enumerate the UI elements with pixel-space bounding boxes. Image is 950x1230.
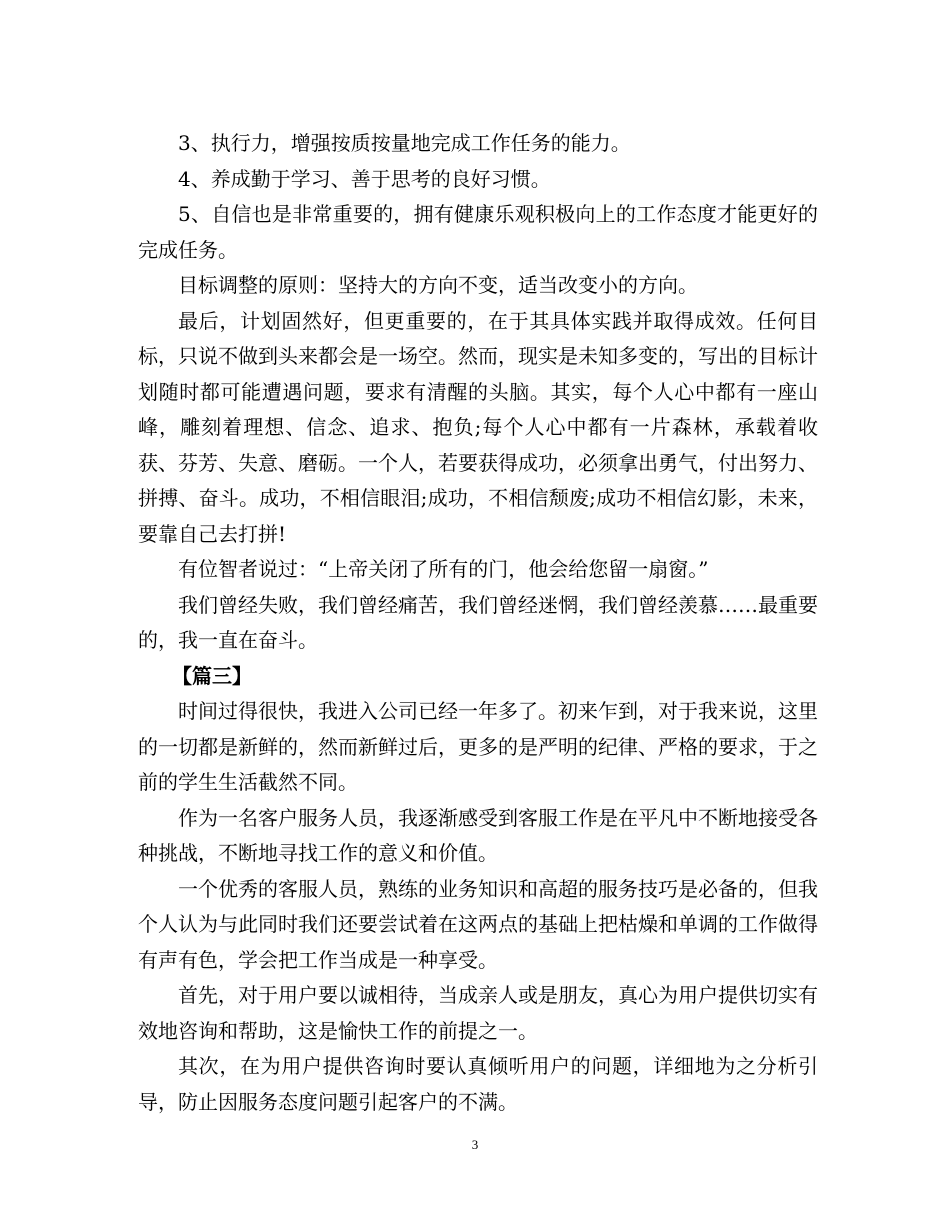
paragraph: 3、执行力，增强按质按量地完成工作任务的能力。 [178, 131, 631, 155]
page-number: 3 [471, 1137, 479, 1152]
paragraph: 其次，在为用户提供咨询时要认真倾听用户的问题，详细地为之分析引导，防止因服务态度问题引起客户的不满。 [138, 1054, 818, 1114]
paragraph: 有位智者说过：“上帝关闭了所有的门，他会给您留一扇窗。” [178, 557, 709, 581]
paragraph: 作为一名客户服务人员，我逐渐感受到客服工作是在平凡中不断地接受各种挑战，不断地寻找工作的意义和价值。 [138, 805, 818, 865]
paragraph: 最后，计划固然好，但更重要的，在于其具体实践并取得成效。任何目标，只说不做到头来都会是一场空。然而，现实是未知多变的，写出的目标计划随时都可能遭遇问题，要求有清醒的头脑。其实，每个人心中都有一座山峰，雕刻着理想、信念、追求、抱负;每个人心中都有一片森林，承载着收获、芬芳、失意、磨砺。一个人，若要获得成功，必须拿出勇气，付出努力、拼搏、奋斗。成功，不相信眼泪;成功，不相信颓废;成功不相信幻影，未来，要靠自己去打拼! [138, 308, 818, 546]
paragraph: 5、自信也是非常重要的，拥有健康乐观积极向上的工作态度才能更好的完成任务。 [138, 202, 818, 262]
paragraph: 首先，对于用户要以诚相待，当成亲人或是朋友，真心为用户提供切实有效地咨询和帮助，这是愉快工作的前提之一。 [138, 983, 818, 1043]
section-heading: 【篇三】 [172, 663, 252, 688]
document-body [138, 126, 818, 1120]
paragraph: 时间过得很快，我进入公司已经一年多了。初来乍到，对于我来说，这里的一切都是新鲜的，然而新鲜过后，更多的是严明的纪律、严格的要求，于之前的学生生活截然不同。 [138, 699, 818, 794]
paragraph: 一个优秀的客服人员，熟练的业务知识和高超的服务技巧是必备的，但我个人认为与此同时我们还要尝试着在这两点的基础上把枯燥和单调的工作做得有声有色，学会把工作当成是一种享受。 [138, 876, 818, 972]
paragraph: 目标调整的原则：坚持大的方向不变，适当改变小的方向。 [178, 273, 698, 297]
paragraph: 4、养成勤于学习、善于思考的良好习惯。 [178, 166, 551, 191]
paragraph: 我们曾经失败，我们曾经痛苦，我们曾经迷惘，我们曾经羡慕……最重要的，我一直在奋斗。 [138, 592, 818, 652]
